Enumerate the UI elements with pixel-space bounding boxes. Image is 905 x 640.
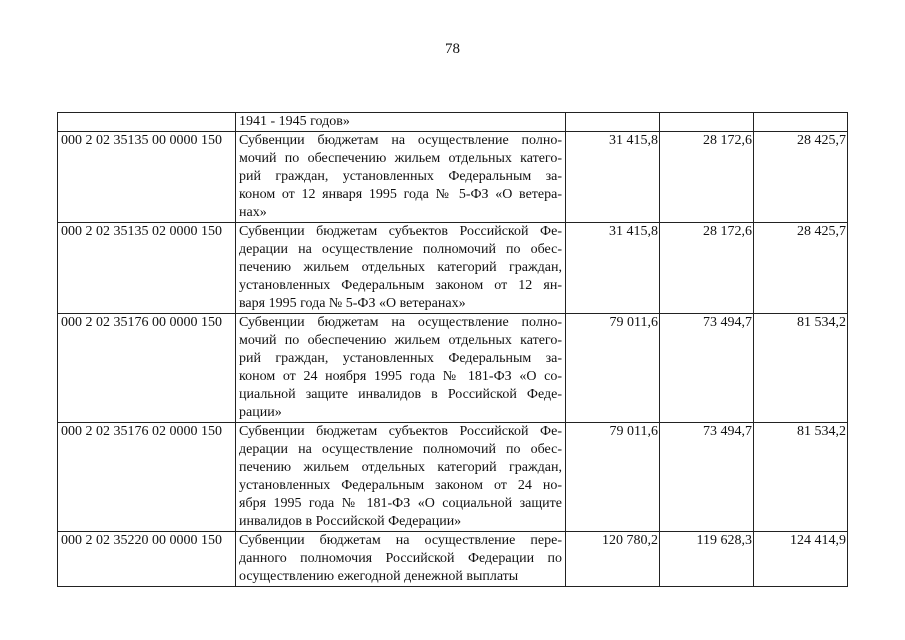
- description-line: данного полномочия Российской Федерации по: [239, 551, 562, 566]
- cell-value-3: 81 534,2: [754, 423, 848, 532]
- table-row: [58, 132, 848, 223]
- cell-value-3: 81 534,2: [754, 314, 848, 423]
- table-row: [58, 223, 848, 314]
- cell-code: 000 2 02 35135 02 0000 150: [58, 223, 236, 314]
- cell-value-1: 79 011,6: [566, 423, 660, 532]
- description-line: Субвенции бюджетам на осуществление полно-: [239, 133, 562, 148]
- cell-value-2: 28 172,6: [660, 132, 754, 223]
- cell-code: 000 2 02 35176 00 0000 150: [58, 314, 236, 423]
- cell-value-1: [566, 113, 660, 132]
- table-row: [58, 314, 848, 423]
- description-line: нах»: [239, 205, 267, 220]
- description-line: рий граждан, установленных Федеральным за-: [239, 351, 562, 366]
- cell-code: [58, 113, 236, 132]
- cell-code: 000 2 02 35220 00 0000 150: [58, 532, 236, 587]
- description-line: мочий по обеспечению жильем отдельных катего-: [239, 333, 562, 348]
- cell-value-1: 31 415,8: [566, 132, 660, 223]
- description-line: инвалидов в Российской Федерации»: [239, 514, 462, 529]
- cell-description: [236, 132, 566, 223]
- table-row: [58, 423, 848, 532]
- budget-table: [57, 112, 848, 587]
- description-line: Субвенции бюджетам на осуществление полно-: [239, 315, 562, 330]
- cell-code: 000 2 02 35176 02 0000 150: [58, 423, 236, 532]
- description-line: установленных Федеральным законом от 12 ян-: [239, 278, 562, 293]
- description-line: ября 1995 года № 181-ФЗ «О социальной защите: [239, 496, 562, 511]
- cell-value-3: 124 414,9: [754, 532, 848, 587]
- cell-description: [236, 423, 566, 532]
- description-line: Субвенции бюджетам на осуществление пере-: [239, 533, 562, 548]
- description-line: Субвенции бюджетам субъектов Российской Фе-: [239, 224, 562, 239]
- cell-description: [236, 532, 566, 587]
- cell-value-1: 79 011,6: [566, 314, 660, 423]
- description-line: варя 1995 года № 5-ФЗ «О ветеранах»: [239, 296, 466, 311]
- cell-value-1: 31 415,8: [566, 223, 660, 314]
- description-line: печению жильем отдельных категорий граждан,: [239, 260, 562, 275]
- description-line: рий граждан, установленных Федеральным за-: [239, 169, 562, 184]
- cell-description: [236, 223, 566, 314]
- cell-value-2: 73 494,7: [660, 314, 754, 423]
- description-line: циальной защите инвалидов в Российской Феде-: [239, 387, 562, 402]
- description-line: коном от 24 ноября 1995 года № 181-ФЗ «О со-: [239, 369, 562, 384]
- cell-value-3: 28 425,7: [754, 132, 848, 223]
- cell-value-1: 120 780,2: [566, 532, 660, 587]
- description-line: мочий по обеспечению жильем отдельных катего-: [239, 151, 562, 166]
- cell-value-3: 28 425,7: [754, 223, 848, 314]
- description-line: рации»: [239, 405, 282, 420]
- cell-value-3: [754, 113, 848, 132]
- page-number: 78: [445, 41, 460, 57]
- description-line: печению жильем отдельных категорий граждан,: [239, 460, 562, 475]
- cell-value-2: 28 172,6: [660, 223, 754, 314]
- description-line: осуществлению ежегодной денежной выплаты: [239, 569, 519, 584]
- description-line: установленных Федеральным законом от 24 но-: [239, 478, 562, 493]
- cell-description: [236, 113, 566, 132]
- cell-value-2: 119 628,3: [660, 532, 754, 587]
- cell-code: 000 2 02 35135 00 0000 150: [58, 132, 236, 223]
- cell-value-2: [660, 113, 754, 132]
- description-line: дерации на осуществление полномочий по обес-: [239, 442, 562, 457]
- table-body: [58, 113, 848, 587]
- table-row-continuation: [58, 113, 848, 132]
- description-line: 1941 - 1945 годов»: [239, 114, 350, 129]
- description-line: коном от 12 января 1995 года № 5-ФЗ «О ветера-: [239, 187, 562, 202]
- table-row: [58, 532, 848, 587]
- description-line: Субвенции бюджетам субъектов Российской Фе-: [239, 424, 562, 439]
- description-line: дерации на осуществление полномочий по обес-: [239, 242, 562, 257]
- cell-description: [236, 314, 566, 423]
- cell-value-2: 73 494,7: [660, 423, 754, 532]
